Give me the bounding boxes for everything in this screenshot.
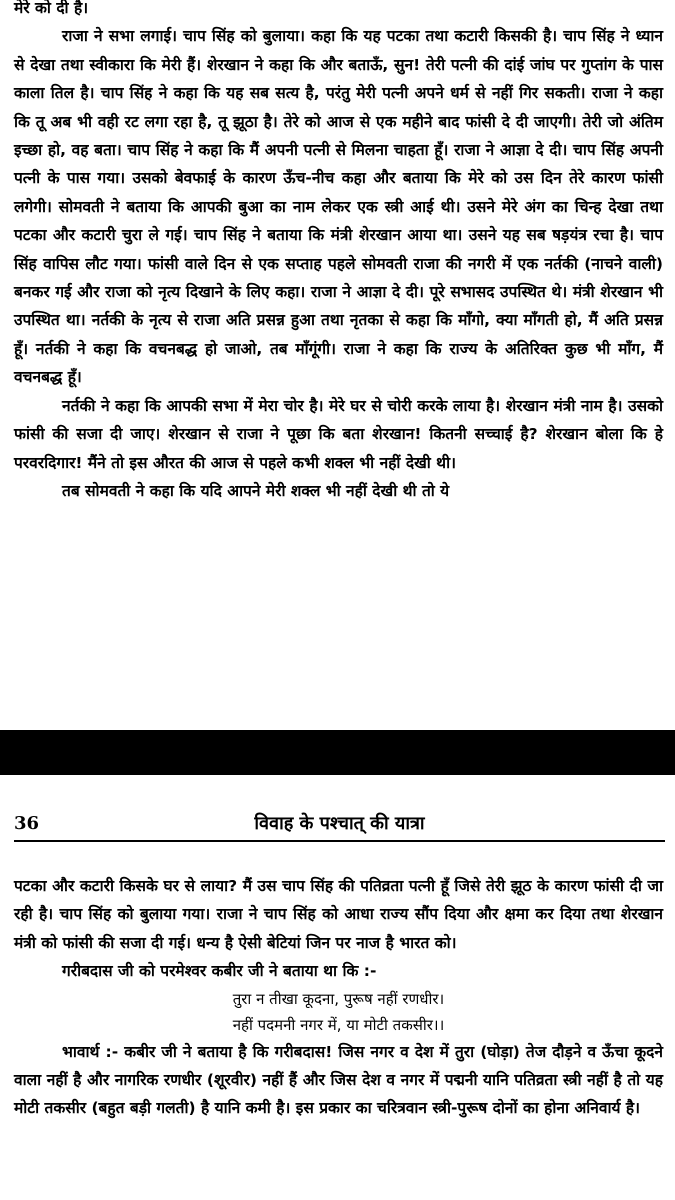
- paragraph-continuation: मेरे को दी है।: [14, 0, 89, 17]
- page-number: 36: [14, 813, 40, 834]
- running-title: विवाह के पश्चात् की यात्रा: [254, 813, 425, 834]
- paragraph-patka-katari: पटका और कटारी किसके घर से लाया? मैं उस चाप सिंह की पतिव्रता पत्नी हूँ जिसे तेरी झूठ के कारण फांसी दी जा रही है। चाप सिंह को बुलाया गया। राजा ने चाप सिंह को आधा राज्य सौंप दिया और क्षमा कर दिया तथा शेरखान मंत्री को फांसी की सजा दी गई। धन्य है ऐसी बेटियां जिन पर नाज है भारत को।: [14, 877, 663, 952]
- upper-page-text: [14, 0, 663, 505]
- lower-page-text: [14, 872, 663, 1123]
- couplet-line-2: नहीं पदमनी नगर में, या मोटी तकसीर।।: [232, 1015, 445, 1034]
- paragraph-bhavarth: भावार्थ :- कबीर जी ने बताया है कि गरीबदास! जिस नगर व देश में तुरा (घोड़ा) तेज दौड़ने व ऊँचा कूदने वाला नहीं है और नागरिक रणधीर (शूरवीर) नहीं हैं और जिस देश व नगर में पद्मनी यानि पतिव्रता स्त्री नहीं है तो यह मोटी तकसीर (बहुत बड़ी गलती) है यानि कमी है। इस प्रकार का चरित्रवान स्त्री-पुरूष दोनों का होना अनिवार्य है।: [14, 1042, 663, 1118]
- paragraph-raja-sabha: राजा ने सभा लगाई। चाप सिंह को बुलाया। कहा कि यह पटका तथा कटारी किसकी है। चाप सिंह ने ध्यान से देखा तथा स्वीकारा कि मेरी हैं। शेरखान ने कहा कि और बताऊँ, सुन! तेरी पत्नी की दांई जांघ पर गुप्तांग के पास काला तिल है। चाप सिंह ने कहा कि यह सब सत्य है, परंतु मेरी पत्नी अपने धर्म से नहीं गिर सकती। राजा ने कहा कि तू अब भी वही रट लगा रहा है, तू झूठा है। तेरे को आज से एक महीने बाद फांसी दे दी जाएगी। तेरी जो अंतिम इच्छा हो, वह बता। चाप सिंह ने कहा कि मैं अपनी पत्नी से मिलना चाहता हूँ। राजा ने आज्ञा दे दी। चाप सिंह अपनी पत्नी के पास गया। उसको बेवफाई के कारण ऊँच-नीच कहा और बताया कि मेरे को उस दिन तेरे कारण फांसी लगेगी। सोमवती ने बताया कि आपकी बुआ का नाम लेकर एक स्त्री आई थी। उसने मेरे अंग का चिन्ह देखा तथा पटका और कटारी चुरा ले गई। चाप सिंह ने बताया कि मंत्री शेरखान आया था। उसने यह सब षड़यंत्र रचा है। चाप सिंह वापिस लौट गया। फांसी वाले दिन से एक सप्ताह पहले सोमवती राजा की नगरी में एक नर्तकी (नाचने वाली) बनकर गई और राजा को नृत्य दिखाने के लिए कहा। राजा ने आज्ञा दे दी। पूरे सभासद उपस्थित थे। मंत्री शेरखान भी उपस्थित था। नर्तकी के नृत्य से राजा अति प्रसन्न हुआ तथा नृतका से कहा कि माँगो, क्या माँगती हो, मैं अति प्रसन्न हूँ। नर्तकी ने कहा कि वचनबद्ध हो जाओ, तब माँगूंगी। राजा ने कहा कि राज्य के अतिरिक्त कुछ भी माँग, मैं वचनबद्ध हूँ।: [14, 27, 663, 387]
- paragraph-garibdas: गरीबदास जी को परमेश्वर कबीर जी ने बताया था कि :-: [62, 962, 377, 981]
- couplet-line-1: तुरा न तीखा कूदना, पुरूष नहीं रणधीर।: [232, 989, 445, 1008]
- paragraph-nartaki: नर्तकी ने कहा कि आपकी सभा में मेरा चोर है। मेरे घर से चोरी करके लाया है। शेरखान मंत्री नाम है। उसको फांसी की सजा दी जाए। शेरखान से राजा ने पूछा कि बता शेरखान! कितनी सच्चाई है? शेरखान बोला कि हे परवरदिगार! मैंने तो इस औरत की आज से पहले कभी शक्ल भी नहीं देखी थी।: [14, 396, 663, 472]
- page-separator-band: [0, 730, 675, 775]
- header-rule: [14, 840, 665, 842]
- page-header: [14, 811, 665, 841]
- paragraph-somvati: तब सोमवती ने कहा कि यदि आपने मेरी शक्ल भी नहीं देखी थी तो ये: [62, 481, 450, 500]
- lower-book-page: [0, 775, 675, 1200]
